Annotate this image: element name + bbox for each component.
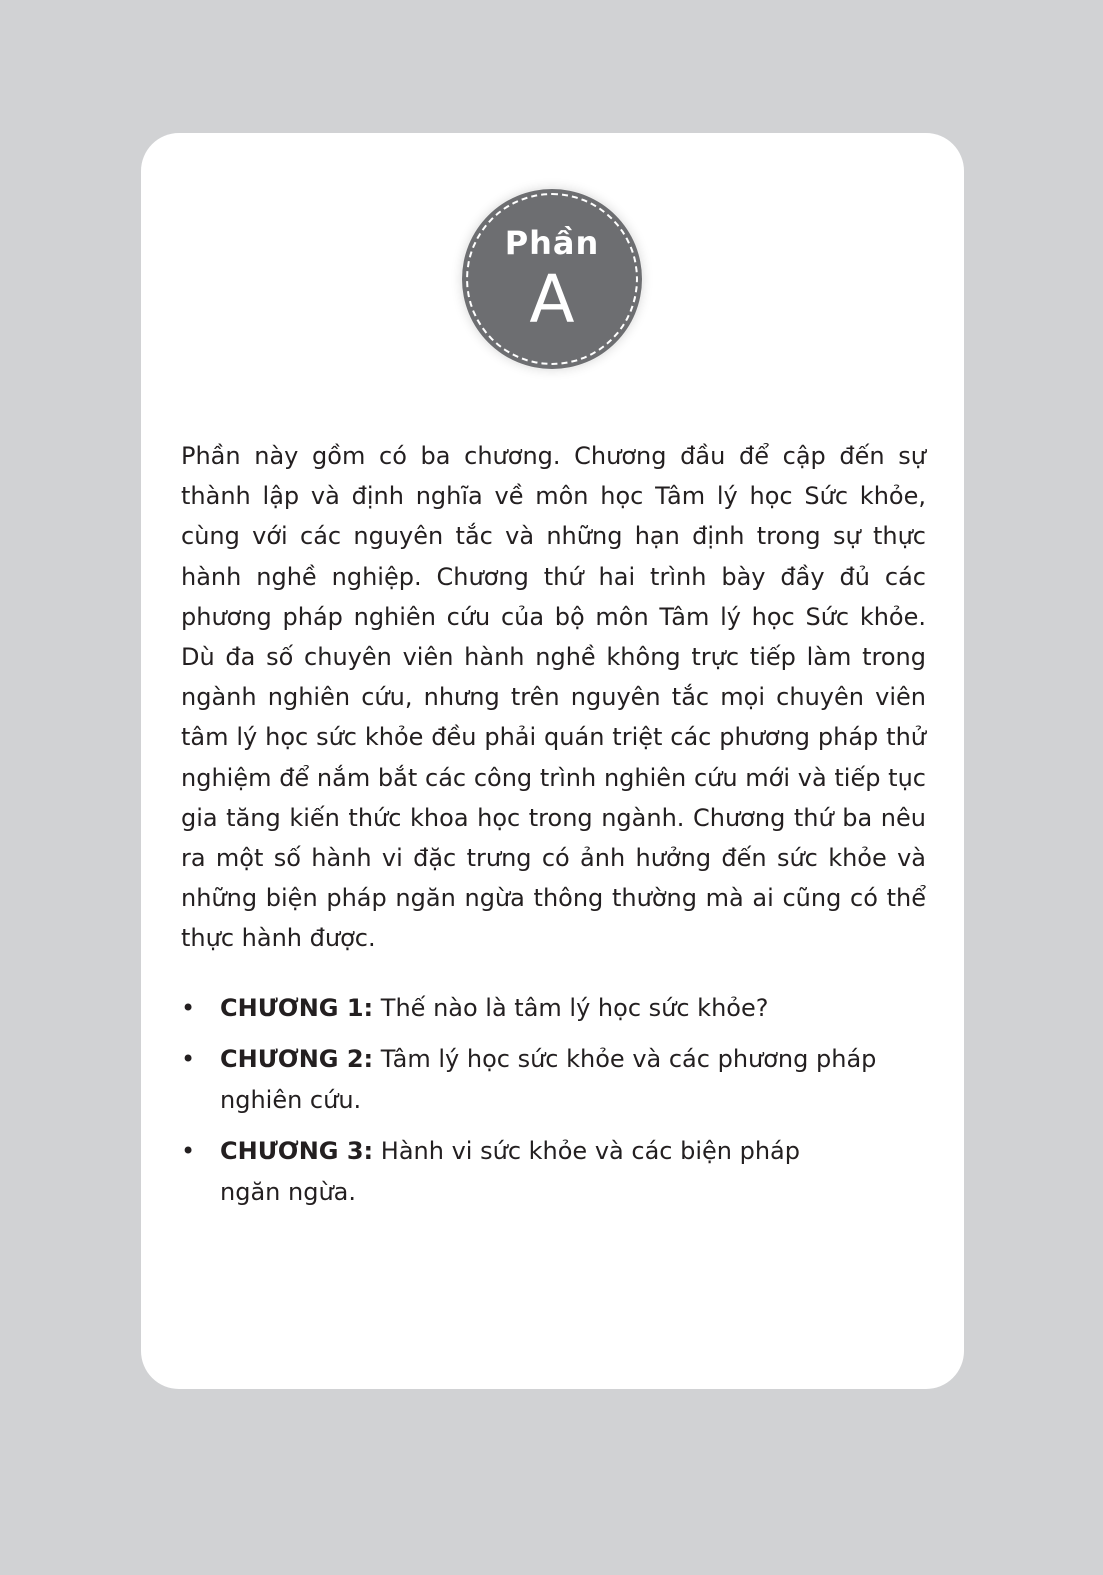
chapter-label: CHƯƠNG 2: xyxy=(220,1045,374,1073)
chapter-item-1 xyxy=(181,988,926,1029)
chapter-list xyxy=(181,988,926,1223)
content-card xyxy=(141,133,964,1389)
badge-word: Phần xyxy=(504,224,600,262)
chapter-label: CHƯƠNG 1: xyxy=(220,994,374,1022)
chapter-title: Tâm lý học sức khỏe và các phương pháp nghiên cứu. xyxy=(220,1045,877,1114)
badge-letter: A xyxy=(529,261,575,338)
section-badge xyxy=(462,189,642,369)
chapter-title: Hành vi sức khỏe và các biện pháp ngăn ngừa. xyxy=(220,1137,800,1206)
chapter-label: CHƯƠNG 3: xyxy=(220,1137,374,1165)
chapter-item-3 xyxy=(181,1131,860,1213)
intro-paragraph: Phần này gồm có ba chương. Chương đầu để cập đến sự thành lập và định nghĩa về môn học Tâm lý học Sức khỏe, cùng với các nguyên tắc và những hạn định trong sự thực hành nghề nghiệp. Chương thứ hai trình bày đầy đủ các phương pháp nghiên cứu của bộ môn Tâm lý học Sức khỏe. Dù đa số chuyên viên hành nghề không trực tiếp làm trong ngành nghiên cứu, nhưng trên nguyên tắc mọi chuyên viên tâm lý học sức khỏe đều phải quán triệt các phương pháp thử nghiệm để nắm bắt các công trình nghiên cứu mới và tiếp tục gia tăng kiến thức khoa học trong ngành. Chương thứ ba nêu ra một số hành vi đặc trưng có ảnh hưởng đến sức khỏe và những biện pháp ngăn ngừa thông thường mà ai cũng có thể thực hành được. xyxy=(181,442,926,953)
chapter-title: Thế nào là tâm lý học sức khỏe? xyxy=(380,994,769,1022)
chapter-item-2 xyxy=(181,1039,926,1121)
